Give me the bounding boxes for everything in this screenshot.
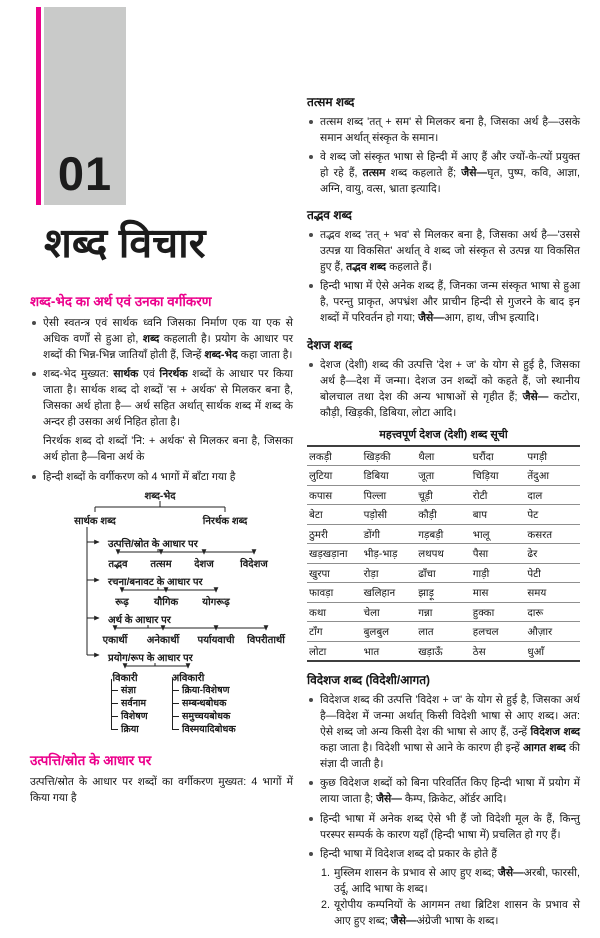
bullet-list (30, 469, 293, 485)
table-cell: डोंगी (362, 524, 417, 544)
table-cell: थैला (416, 446, 471, 466)
table-row (307, 602, 580, 622)
table-cell: ढाँचा (416, 563, 471, 583)
table-cell: खुरपा (307, 563, 362, 583)
table-cell: फावड़ा (307, 583, 362, 603)
avikari-list (171, 684, 236, 736)
section-heading: उत्पत्ति/स्रोत के आधार पर (30, 752, 152, 768)
section-heading: तद्भव शब्द (307, 208, 352, 223)
table-cell: रोटी (471, 485, 526, 505)
table-cell: ढेर (525, 544, 580, 564)
bullet-item: देशज (देशी) शब्द की उत्पत्ति 'देश + ज' के योग से हुई है, जिसका अर्थ है—देश में जन्मा। देशज उन शब्दों को कहते हैं, जो स्थानीय बोलचाल तथा देश की अन्य भाषाओं से गृहीत हैं; जैसे— कटोरा, कौड़ी, खिड़की, डिबिया, लोटा आदि। (307, 357, 580, 421)
tree-leaf: देशज (194, 558, 214, 570)
numbered-text: यूरोपीय कम्पनियों के आगमन तथा ब्रिटिश शासन के प्रभाव से आए हुए शब्द; जैसे—अंग्रेजी भाषा के शब्द। (334, 898, 580, 927)
bullet-list (307, 692, 580, 861)
table-cell: कौड़ी (416, 505, 471, 525)
table-row (307, 485, 580, 505)
chapter-accent-bar (36, 7, 41, 205)
chapter-header (36, 7, 293, 205)
table-cell: लोटा (309, 646, 327, 658)
bullet-list (30, 315, 293, 430)
table-cell: हुक्का (471, 602, 526, 622)
bullet-item: तद्भव शब्द 'तत् + भव' से मिलकर बना है, जिसका अर्थ है—'उससे उत्पन्न या विकसित' अर्थात् वे शब्द जो संस्कृत से उत्पन्न या विकसित हुए हैं, तद्भव शब्द कहलाते हैं। (307, 227, 580, 275)
bullet-item: हिन्दी भाषा में अनेक शब्द ऐसे भी हैं जो विदेशी मूल के हैं, किन्तु परस्पर सम्पर्क के कारण यहाँ (हिन्दी भाषा में) प्रचलित हो गए हैं। (307, 811, 580, 843)
table-cell: ठेस (472, 646, 486, 658)
tree-category: प्रयोग/रूप के आधार पर (108, 652, 193, 664)
tree-leaf-avikari: अविकारी (171, 672, 205, 684)
vikari-list (110, 684, 148, 736)
table-row (307, 505, 580, 525)
table-row (307, 583, 580, 603)
tree-sub-item: क्रिया-विशेषण (171, 684, 236, 697)
table-cell: खड़ाऊँ (418, 646, 443, 658)
table-cell: डिबिया (362, 466, 417, 486)
table-cell: चिड़िया (471, 466, 526, 486)
bullet-item: ऐसी स्वतन्त्र एवं सार्थक ध्वनि जिसका निर्माण एक या एक से अधिक वर्णों से हुआ हो, शब्द कहलाती है। प्रयोग के आधार पर शब्दों की भिन्न-भिन्न जातियाँ होती हैं, जिन्हें शब्द-भेद कहा जाता है। (30, 315, 293, 363)
bullet-item: हिन्दी शब्दों के वर्गीकरण को 4 भागों में बाँटा गया है (30, 469, 293, 485)
table-cell: खिड़की (362, 446, 417, 466)
table-cell: मास (471, 583, 526, 603)
tree-root: शब्द-भेद (144, 490, 176, 502)
tree-sub-item: समुच्चयबोधक (171, 710, 236, 723)
tree-leaf: अनेकार्थी (146, 634, 180, 646)
chapter-number-box (44, 7, 126, 205)
table-cell: गाड़ी (471, 563, 526, 583)
bullet-list (307, 227, 580, 326)
table-cell: ठुमरी (307, 524, 362, 544)
section-utpatti (30, 751, 293, 806)
tree-leaf: विपरीतार्थी (247, 634, 285, 646)
tree-category: अर्थ के आधार पर (108, 614, 171, 626)
heading-main: विदेशज शब्द (307, 673, 363, 688)
right-column (307, 0, 580, 938)
table-cell: गड़बड़ी (416, 524, 471, 544)
table-cell: बाप (471, 505, 526, 525)
table-cell: हलचल (471, 622, 526, 642)
table-row (307, 466, 580, 486)
tree-sub-item: सर्वनाम (110, 697, 148, 710)
table-cell: लात (416, 622, 471, 642)
tree-leaf: पर्यायवाची (197, 634, 235, 646)
tree-sub-item: संज्ञा (110, 684, 148, 697)
table-cell: पिल्ला (362, 485, 417, 505)
table-cell: धुआँ (527, 646, 545, 658)
table-cell: चेला (362, 602, 417, 622)
table-cell: पड़ोसी (362, 505, 417, 525)
bullet-item: हिन्दी भाषा में विदेशज शब्द दो प्रकार के होते हैं (307, 846, 580, 862)
tree-category: उत्पत्ति/स्रोत के आधार पर (108, 538, 198, 550)
deshaj-word-table (307, 445, 580, 663)
bullet-item: तत्सम शब्द 'तत् + सम' से मिलकर बना है, जिसका अर्थ है—उसके समान अर्थात् संस्कृत के समान। (307, 114, 580, 146)
section-tadbhav (307, 206, 580, 326)
table-cell: बेटा (307, 505, 362, 525)
bullet-item: विदेशज शब्द की उत्पत्ति 'विदेश + ज' के योग से हुई है, जिसका अर्थ है—विदेश में जन्मा अर्थात् किसी विदेशी भाषा से आए शब्द। अत: ऐसे शब्द जो अन्य किसी देश की भाषा से आए हैं, उन्हें विदेशज शब्द कहा जाता है। विदेशी भाषा से आने के कारण ही इन्हें आगत शब्द की संज्ञा दी जाती है। (307, 692, 580, 772)
tree-leaf: तत्सम (150, 558, 172, 570)
table-cell: पेट (525, 505, 580, 525)
section-body: उत्पत्ति/स्रोत के आधार पर शब्दों का वर्गीकरण मुख्यत: 4 भागों में किया गया है (30, 775, 293, 804)
table-cell: खड़खड़ाना (307, 544, 362, 564)
tree-leaf: एकार्थी (102, 634, 128, 646)
number-label: 2. (321, 898, 330, 911)
tree-leaf: तद्भव (108, 558, 128, 570)
section-heading: तत्सम शब्द (307, 95, 355, 109)
table-cell: बुलबुल (362, 622, 417, 642)
bullet-list (307, 114, 580, 197)
table-cell: पगड़ी (525, 446, 580, 466)
table-cell: दाल (525, 485, 580, 505)
word-classification-tree (30, 488, 293, 743)
bullet-item: शब्द-भेद मुख्यत: सार्थक एवं निरर्थक शब्दों के आधार पर किया जाता है। सार्थक शब्द दो शब्दों 'स + अर्थक' से मिलकर बना है, जिसका अर्थ होता है— अर्थ सहित अर्थात् सार्थक शब्द में शब्द के अन्दर ही उसका अर्थ निहित होता है। (30, 366, 293, 430)
table-cell: लथपथ (416, 544, 471, 564)
section-heading: देशज शब्द (307, 337, 353, 352)
table-cell: जूता (416, 466, 471, 486)
table-cell: भीड़-भाड़ (362, 544, 417, 564)
numbered-item (307, 865, 580, 897)
bullet-list (307, 357, 580, 421)
section-shabd-bhed (30, 292, 293, 484)
table-row (307, 563, 580, 583)
section-videshaj (307, 671, 580, 929)
table-cell: कथा (307, 602, 362, 622)
table-cell: दारू (525, 602, 580, 622)
tree-leaf-vikari: विकारी (112, 672, 138, 684)
tree-sub-item: विस्मयादिबोधक (171, 723, 236, 736)
table-row (307, 544, 580, 564)
section-deshaj (307, 336, 580, 663)
table-cell: तेंदुआ (525, 466, 580, 486)
table-cell: औज़ार (525, 622, 580, 642)
table-row (307, 446, 580, 466)
table-cell: रोड़ा (362, 563, 417, 583)
tree-category: रचना/बनावट के आधार पर (108, 576, 203, 588)
table-cell: समय (525, 583, 580, 603)
section-tatsam (307, 93, 580, 197)
tree-sub-item: क्रिया (110, 723, 148, 736)
table-cell: टाँग (307, 622, 362, 642)
table-cell: लुटिया (307, 466, 362, 486)
deshaj-table-body (307, 446, 580, 662)
table-cell: घरौंदा (471, 446, 526, 466)
tree-leaf: यौगिक (153, 596, 179, 608)
bullet-item: कुछ विदेशज शब्दों को बिना परिवर्तित किए हिन्दी भाषा में प्रयोग में लाया जाता है; जैसे— कैम्प, क्रिकेट, ऑर्डर आदि। (307, 775, 580, 807)
tree-leaf: योगरूढ़ (202, 596, 230, 608)
bullet-item: वे शब्द जो संस्कृत भाषा से हिन्दी में आए हैं और ज्यों-के-त्यों प्रयुक्त हो रहे हैं, तत्सम शब्द कहलाते हैं; जैसे—घृत, पुष्प, कवि, आज्ञा, अग्नि, वायु, वत्स, भ्राता इत्यादि। (307, 149, 580, 197)
table-cell: खलिहान (362, 583, 417, 603)
tree-branch-sarthak: सार्थक शब्द (74, 515, 116, 527)
numbered-text: मुस्लिम शासन के प्रभाव से आए हुए शब्द; जैसे—अरबी, फारसी, उर्दू, आदि भाषा के शब्द। (334, 866, 580, 895)
bullet-item: हिन्दी भाषा में ऐसे अनेक शब्द हैं, जिनका जन्म संस्कृत भाषा से हुआ है, परन्तु प्राकृत, अपभ्रंश और प्राचीन हिन्दी से गुजरने के बाद इन शब्दों में परिवर्तन हो गया; जैसे—आग, हाथ, जीभ इत्यादि। (307, 278, 580, 326)
tree-sub-item: सम्बन्धबोधक (171, 697, 236, 710)
table-row (307, 622, 580, 642)
numbered-item (307, 897, 580, 929)
tree-leaf: रूढ़ (115, 596, 129, 608)
heading-suffix: (विदेशी/आगत) (365, 673, 431, 688)
number-label: 1. (321, 866, 330, 879)
table-cell: कसरत (525, 524, 580, 544)
section-heading: शब्द-भेद का अर्थ एवं उनका वर्गीकरण (30, 294, 212, 310)
table-cell: भात (363, 646, 380, 658)
bullet-continuation: निरर्थक शब्द दो शब्दों 'नि: + अर्थक' से मिलकर बना है, जिसका अर्थ होता है—बिना अर्थ के (43, 435, 293, 464)
table-cell: गन्ना (416, 602, 471, 622)
tree-leaf: विदेशज (240, 558, 268, 570)
section-heading (307, 671, 580, 688)
left-column (30, 0, 293, 938)
table-row (307, 641, 580, 661)
page-title: शब्द विचार (44, 220, 206, 266)
deshaj-table-title: महत्त्वपूर्ण देशज (देशी) शब्द सूची (379, 428, 508, 441)
table-cell: कपास (307, 485, 362, 505)
table-cell: पेटी (525, 563, 580, 583)
table-cell: लकड़ी (307, 446, 362, 466)
chapter-number: 01 (57, 147, 113, 200)
table-cell: झाड़ू (416, 583, 471, 603)
table-cell: भालू (471, 524, 526, 544)
table-row (307, 524, 580, 544)
tree-branch-nirarthak: निरर्थक शब्द (202, 515, 248, 527)
table-cell: चूड़ी (416, 485, 471, 505)
table-cell: पैसा (471, 544, 526, 564)
tree-sub-item: विशेषण (110, 710, 148, 723)
